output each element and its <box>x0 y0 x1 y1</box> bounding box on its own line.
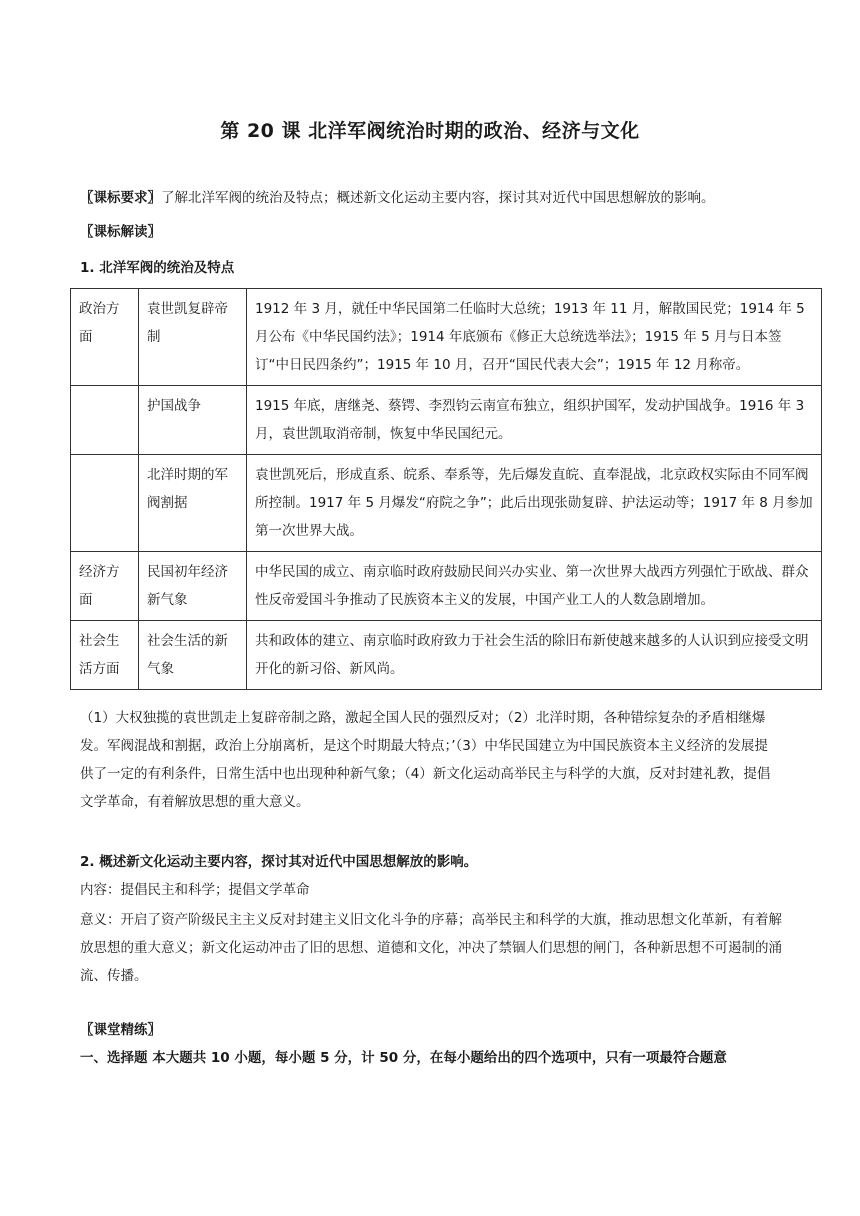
table-cell-detail: 共和政体的建立、南京临时政府致力于社会生活的除旧布新使越来越多的人认识到应接受文明开化的新习俗、新风尚。 <box>247 621 822 690</box>
choice-question-heading: 一、选择题 本大题共 10 小题，每小题 5 分，计 50 分，在每小题给出的四个选项中，只有一项最符合题意 <box>80 1050 727 1066</box>
table-cell-category: 社会生活方面 <box>71 621 139 690</box>
interpretation-label: 〖课标解读〗 <box>80 224 161 240</box>
table-row <box>71 455 822 552</box>
requirements-text: 了解北洋军阀的统治及特点；概述新文化运动主要内容，探讨其对近代中国思想解放的影响。 <box>161 190 715 206</box>
summary-paragraph: （1）大权独揽的袁世凯走上复辟帝制之路，激起全国人民的强烈反对；（2）北洋时期，各种错综复杂的矛盾相继爆发。军阀混战和割据，政治上分崩离析，是这个时期最大特点；’（3）中华民国建立为中国民族资本主义经济的发展提供了一定的有利条件，日常生活中也出现种种新气象；（4）新文化运动高举民主与科学的大旗，反对封建礼教，提倡文学革命，有着解放思想的重大意义。 <box>80 710 771 810</box>
table-cell-category: 政治方面 <box>71 289 139 386</box>
table-cell-topic: 民国初年经济新气象 <box>139 552 247 621</box>
table-cell-category: 经济方面 <box>71 552 139 621</box>
table-row <box>71 289 822 386</box>
requirements-line <box>80 188 715 208</box>
table-row <box>71 386 822 455</box>
practice-label: 〖课堂精练〗 <box>80 1022 161 1038</box>
rule-table <box>70 288 822 690</box>
table-cell-category <box>71 455 139 552</box>
table-cell-topic: 护国战争 <box>139 386 247 455</box>
table-cell-detail: 1915 年底，唐继尧、蔡锷、李烈钧云南宣布独立，组织护国军，发动护国战争。1916 年 3 月，袁世凯取消帝制，恢复中华民国纪元。 <box>247 386 822 455</box>
table-cell-topic: 北洋时期的军阀割据 <box>139 455 247 552</box>
requirements-label: 〖课标要求〗 <box>80 190 161 206</box>
section2-heading: 2. 概述新文化运动主要内容，探讨其对近代中国思想解放的影响。 <box>80 854 478 870</box>
table-row <box>71 552 822 621</box>
table-cell-detail: 1912 年 3 月，就任中华民国第二任临时大总统；1913 年 11 月，解散国民党；1914 年 5 月公布《中华民国约法》；1914 年底颁布《修正大总统选举法》；1915 年 5 月与日本签订“中日民四条约”；1915 年 10 月，召开“国民代表大会”；1915 年 12 月称帝。 <box>247 289 822 386</box>
content-line: 内容：提倡民主和科学；提倡文学革命 <box>80 882 310 898</box>
table-cell-topic: 袁世凯复辟帝制 <box>139 289 247 386</box>
table-row <box>71 621 822 690</box>
section1-heading: 1. 北洋军阀的统治及特点 <box>80 260 235 276</box>
table-cell-detail: 袁世凯死后，形成直系、皖系、奉系等，先后爆发直皖、直奉混战，北京政权实际由不同军阀所控制。1917 年 5 月爆发“府院之争”；此后出现张勋复辟、护法运动等；1917 年 8 月参加第一次世界大战。 <box>247 455 822 552</box>
table-cell-detail: 中华民国的成立、南京临时政府鼓励民间兴办实业、第一次世界大战西方列强忙于欧战、群众性反帝爱国斗争推动了民族资本主义的发展，中国产业工人的人数急剧增加。 <box>247 552 822 621</box>
significance-paragraph: 意义：开启了资产阶级民主主义反对封建主义旧文化斗争的序幕；高举民主和科学的大旗，推动思想文化革新，有着解放思想的重大意义；新文化运动冲击了旧的思想、道德和文化，冲决了禁锢人们思想的闸门，各种新思想不可遏制的涌流、传播。 <box>80 912 782 984</box>
table-cell-category <box>71 386 139 455</box>
table-cell-topic: 社会生活的新气象 <box>139 621 247 690</box>
page-title: 第 20 课 北洋军阀统治时期的政治、经济与文化 <box>220 120 640 142</box>
